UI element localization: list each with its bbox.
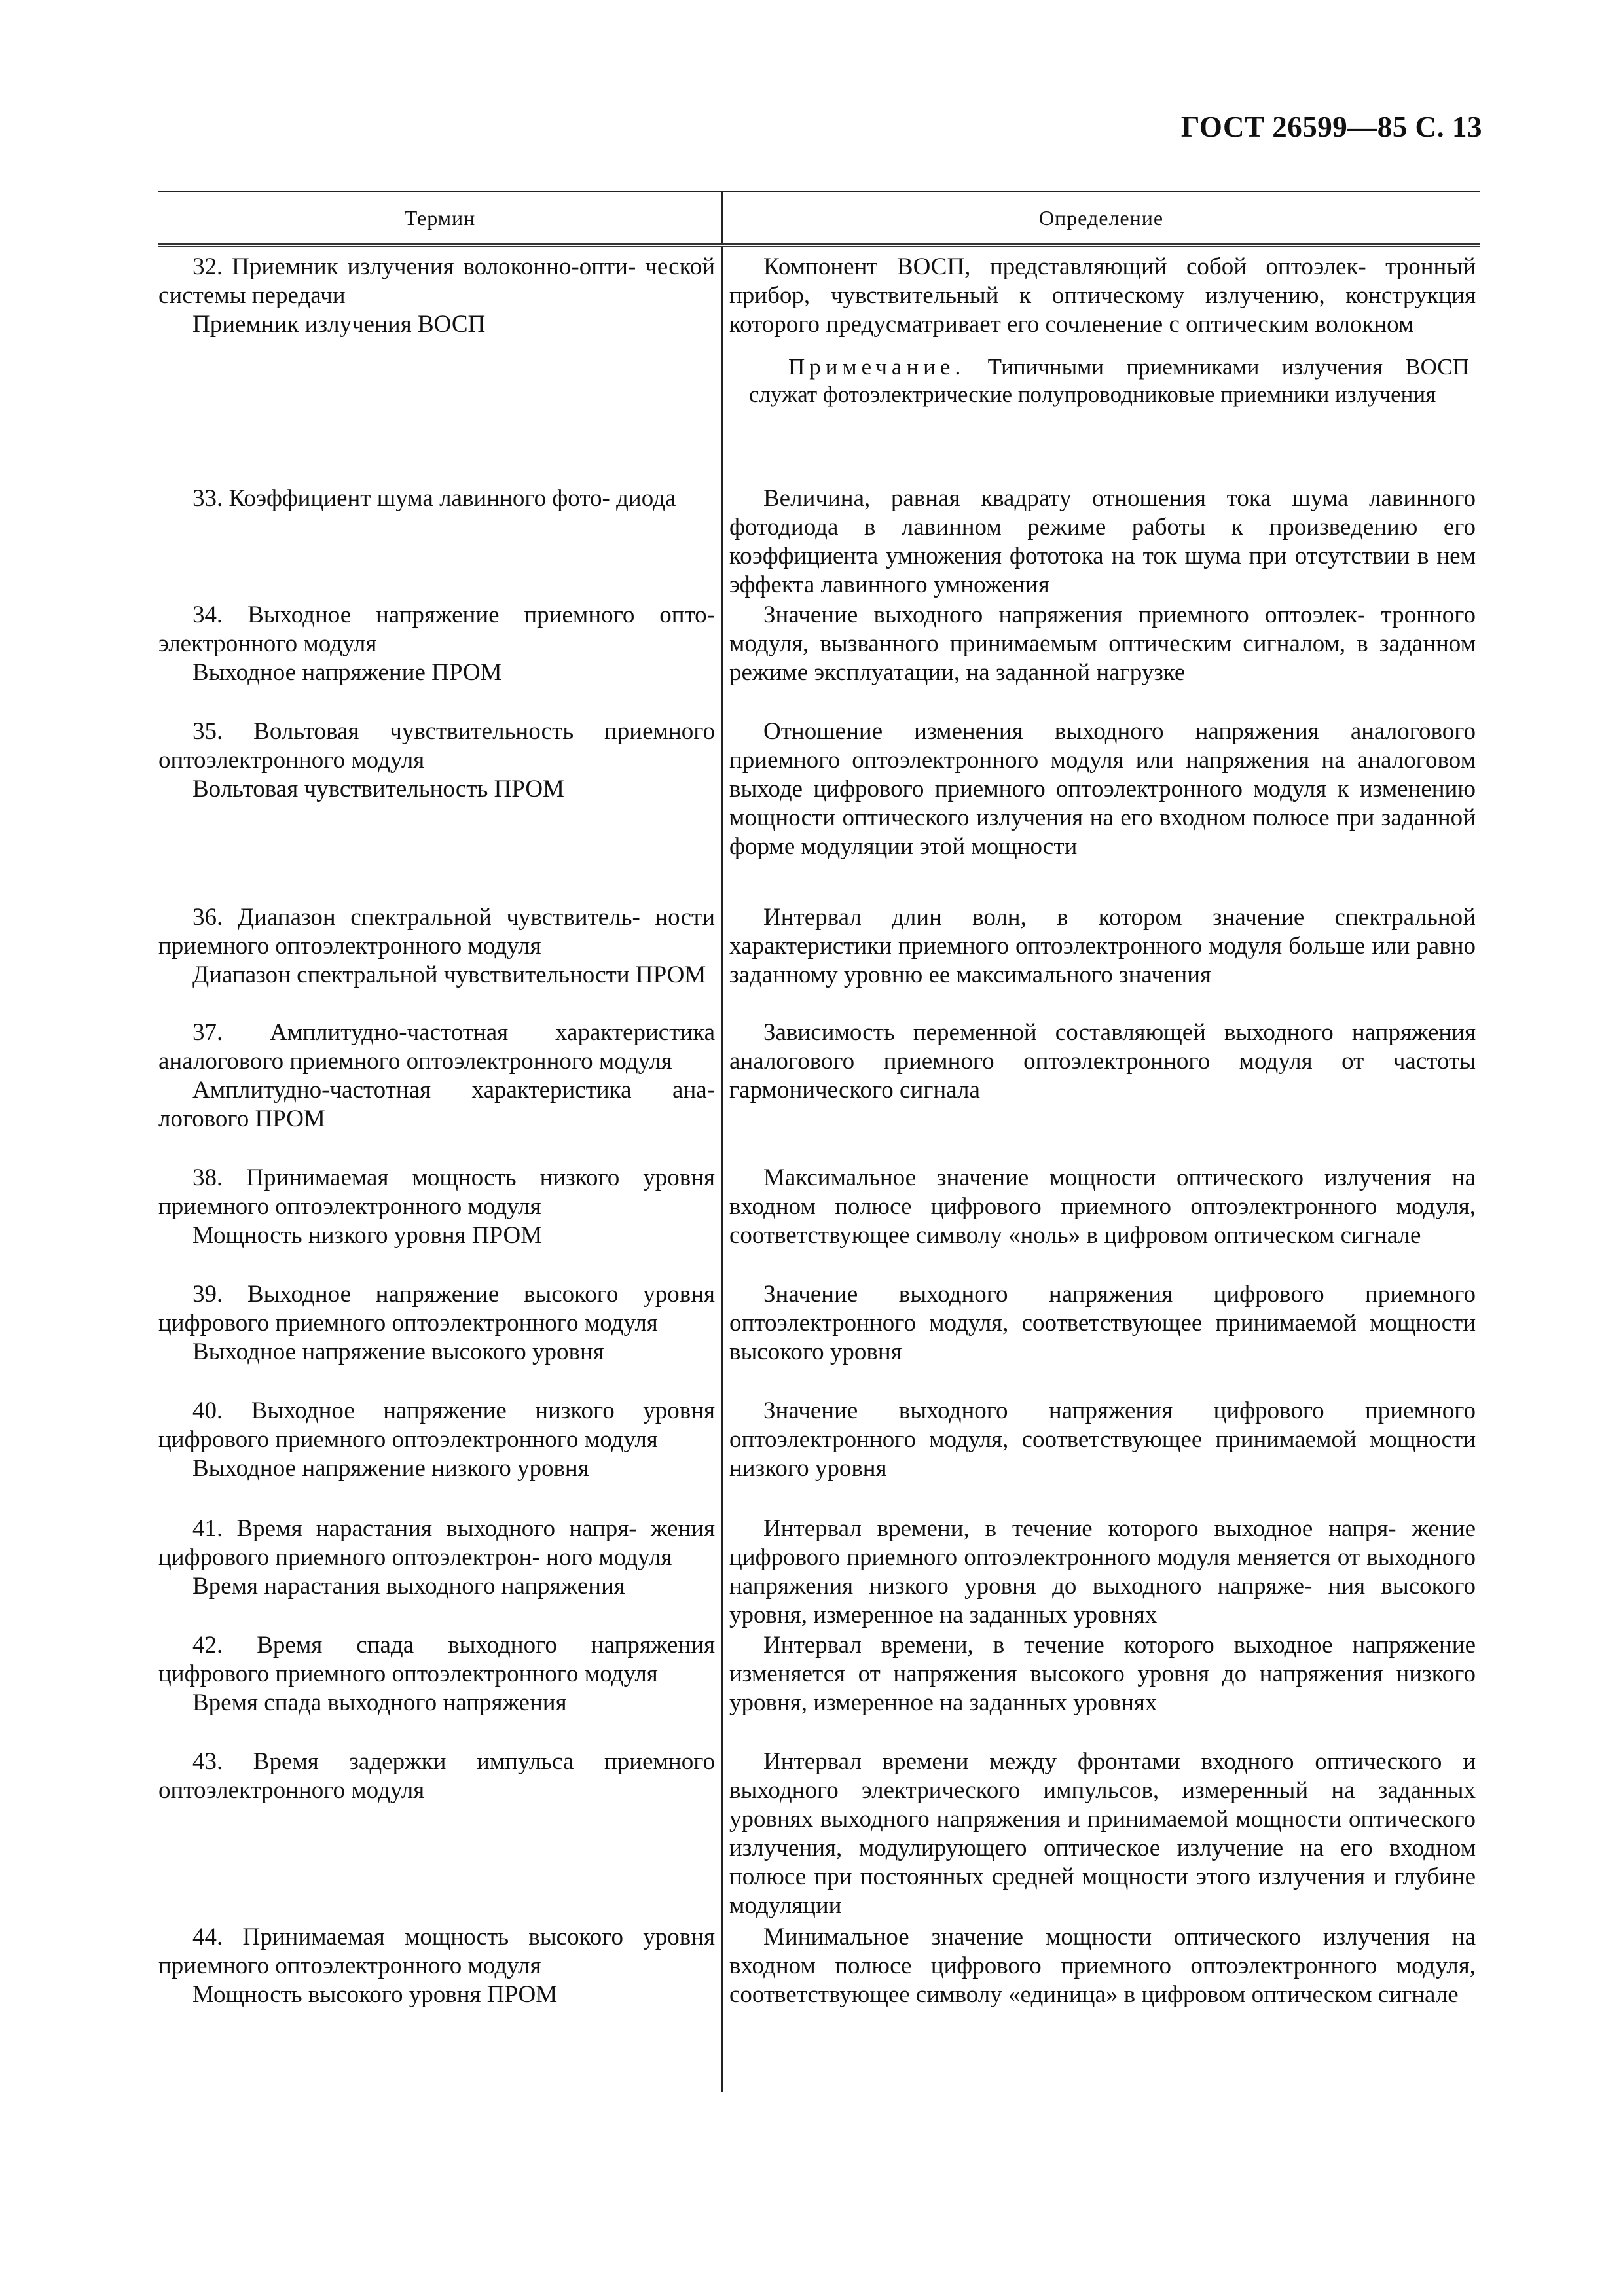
term-text: 41. Время нарастания выходного напря- жения цифрового приемного оптоэлектрон- ного модуля [158, 1515, 715, 1571]
table-body [158, 247, 1480, 2092]
term-short: Время спада выходного напряжения [192, 1689, 567, 1716]
definition-37 [729, 1018, 1476, 1105]
term-34 [158, 601, 715, 687]
definition-41 [729, 1515, 1476, 1630]
term-38 [158, 1164, 715, 1250]
term-short: Диапазон спектральной чувствительности ПРОМ [192, 961, 706, 988]
term-40 [158, 1397, 715, 1483]
definition-33 [729, 484, 1476, 600]
term-37 [158, 1018, 715, 1134]
term-text: 42. Время спада выходного напряжения цифрового приемного оптоэлектронного модуля [158, 1632, 715, 1687]
term-text: 40. Выходное напряжение низкого уровня цифрового приемного оптоэлектронного модуля [158, 1397, 715, 1453]
definition-text: Интервал времени, в течение которого выходное напря- жение цифрового приемного оптоэлектронного модуля меняется от выходного напряжения низкого уровня до выходного напряже- ния высокого уровня, измеренное на заданных уровнях [729, 1515, 1476, 1628]
term-39 [158, 1280, 715, 1367]
term-short: Выходное напряжение высокого уровня [192, 1338, 604, 1365]
definition-text: Величина, равная квадрату отношения тока шума лавинного фотодиода в лавинном режиме работы к произведению его коэффициента умножения фототока на ток шума при отсутствии в нем эффекта лавинного умножения [729, 485, 1476, 598]
term-43 [158, 1748, 715, 1805]
definition-43 [729, 1748, 1476, 1920]
term-text: 33. Коэффициент шума лавинного фото- диода [192, 485, 676, 512]
term-short: Мощность низкого уровня ПРОМ [192, 1222, 543, 1249]
term-short: Выходное напряжение ПРОМ [192, 659, 502, 686]
column-header-definition: Определение [721, 192, 1480, 243]
definition-42 [729, 1631, 1476, 1717]
term-text: 35. Вольтовая чувствительность приемного оптоэлектронного модуля [158, 718, 715, 774]
term-41 [158, 1515, 715, 1601]
term-short: Приемник излучения ВОСП [192, 311, 486, 338]
note-label: Примечание. [788, 354, 966, 380]
definition-text: Значение выходного напряжения приемного оптоэлек- тронного модуля, вызванного принимаемым оптическим сигналом, в заданном режиме эксплуатации, на заданной нагрузке [729, 601, 1476, 686]
term-text: 34. Выходное напряжение приемного опто- электронного модуля [158, 601, 715, 657]
term-short: Выходное напряжение низкого уровня [192, 1455, 589, 1482]
definition-35 [729, 717, 1476, 861]
term-text: 38. Принимаемая мощность низкого уровня приемного оптоэлектронного модуля [158, 1164, 715, 1220]
term-32 [158, 253, 715, 339]
term-text: 32. Приемник излучения волоконно-опти- ческой системы передачи [158, 253, 715, 309]
definition-38 [729, 1164, 1476, 1250]
term-short: Вольтовая чувствительность ПРОМ [192, 776, 564, 802]
definition-text: Интервал времени между фронтами входного оптического и выходного электрического импульсов, измеренный на заданных уровнях выходного напряжения и принимаемой мощности оптического излучения, модулирующего оптическое излучение на его входном полюсе при постоянных средней мощности этого излучения и глубине модуляции [729, 1748, 1476, 1919]
term-36 [158, 903, 715, 990]
term-33 [158, 484, 715, 513]
definition-text: Компонент ВОСП, представляющий собой оптоэлек- тронный прибор, чувствительный к оптическому излучению, конструкция которого предусматривает его сочленение с оптическим волокном [729, 253, 1476, 338]
definition-text: Максимальное значение мощности оптического излучения на входном полюсе цифрового приемного оптоэлектронного модуля, соответствующее символу «ноль» в цифровом оптическом сигнале [729, 1164, 1476, 1249]
definition-text: Интервал времени, в течение которого выходное напряжение изменяется от напряжения высокого уровня до напряжения низкого уровня, измеренное на заданных уровнях [729, 1632, 1476, 1716]
definition-text: Отношение изменения выходного напряжения аналогового приемного оптоэлектронного модуля или напряжения на аналоговом выходе цифрового приемного оптоэлектронного модуля к изменению мощности оптического излучения на его входном полюсе при заданной форме модуляции этой мощности [729, 718, 1476, 860]
definition-text: Значение выходного напряжения цифрового приемного оптоэлектронного модуля, соответствующее принимаемой мощности низкого уровня [729, 1397, 1476, 1482]
term-42 [158, 1631, 715, 1717]
definition-34 [729, 601, 1476, 687]
definition-32 [729, 253, 1476, 408]
term-text: 39. Выходное напряжение высокого уровня цифрового приемного оптоэлектронного модуля [158, 1281, 715, 1336]
term-text: 36. Диапазон спектральной чувствитель- ности приемного оптоэлектронного модуля [158, 904, 715, 960]
definition-text: Значение выходного напряжения цифрового приемного оптоэлектронного модуля, соответствующее принимаемой мощности высокого уровня [729, 1281, 1476, 1365]
note-text: Типичными приемниками излучения ВОСП служат фотоэлектрические полупроводниковые приемники излучения [749, 354, 1469, 407]
terms-table [158, 191, 1480, 2092]
term-text: 44. Принимаемая мощность высокого уровня приемного оптоэлектронного модуля [158, 1924, 715, 1979]
definition-note [729, 353, 1476, 408]
definition-40 [729, 1397, 1476, 1483]
term-short: Мощность высокого уровня ПРОМ [192, 1981, 558, 2008]
term-44 [158, 1923, 715, 2009]
term-short: Время нарастания выходного напряжения [192, 1573, 625, 1600]
definition-44 [729, 1923, 1476, 2009]
term-35 [158, 717, 715, 804]
definition-text: Минимальное значение мощности оптического излучения на входном полюсе цифрового приемного оптоэлектронного модуля, соответствующее символу «единица» в цифровом оптическом сигнале [729, 1924, 1476, 2008]
term-text: 43. Время задержки импульса приемного оптоэлектронного модуля [158, 1748, 715, 1804]
column-header-term: Термин [404, 206, 476, 230]
table-header-row [158, 192, 1480, 247]
definition-36 [729, 903, 1476, 990]
definition-39 [729, 1280, 1476, 1367]
page-header: ГОСТ 26599—85 С. 13 [1180, 111, 1482, 143]
term-text: 37. Амплитудно-частотная характеристика аналогового приемного оптоэлектронного модуля [158, 1019, 715, 1075]
definition-text: Интервал длин волн, в котором значение спектральной характеристики приемного оптоэлектронного модуля больше или равно заданному уровню ее максимального значения [729, 904, 1476, 988]
term-short: Амплитудно-частотная характеристика ана- логового ПРОМ [158, 1077, 715, 1132]
definition-text: Зависимость переменной составляющей выходного напряжения аналогового приемного оптоэлектронного модуля от частоты гармонического сигнала [729, 1019, 1476, 1103]
